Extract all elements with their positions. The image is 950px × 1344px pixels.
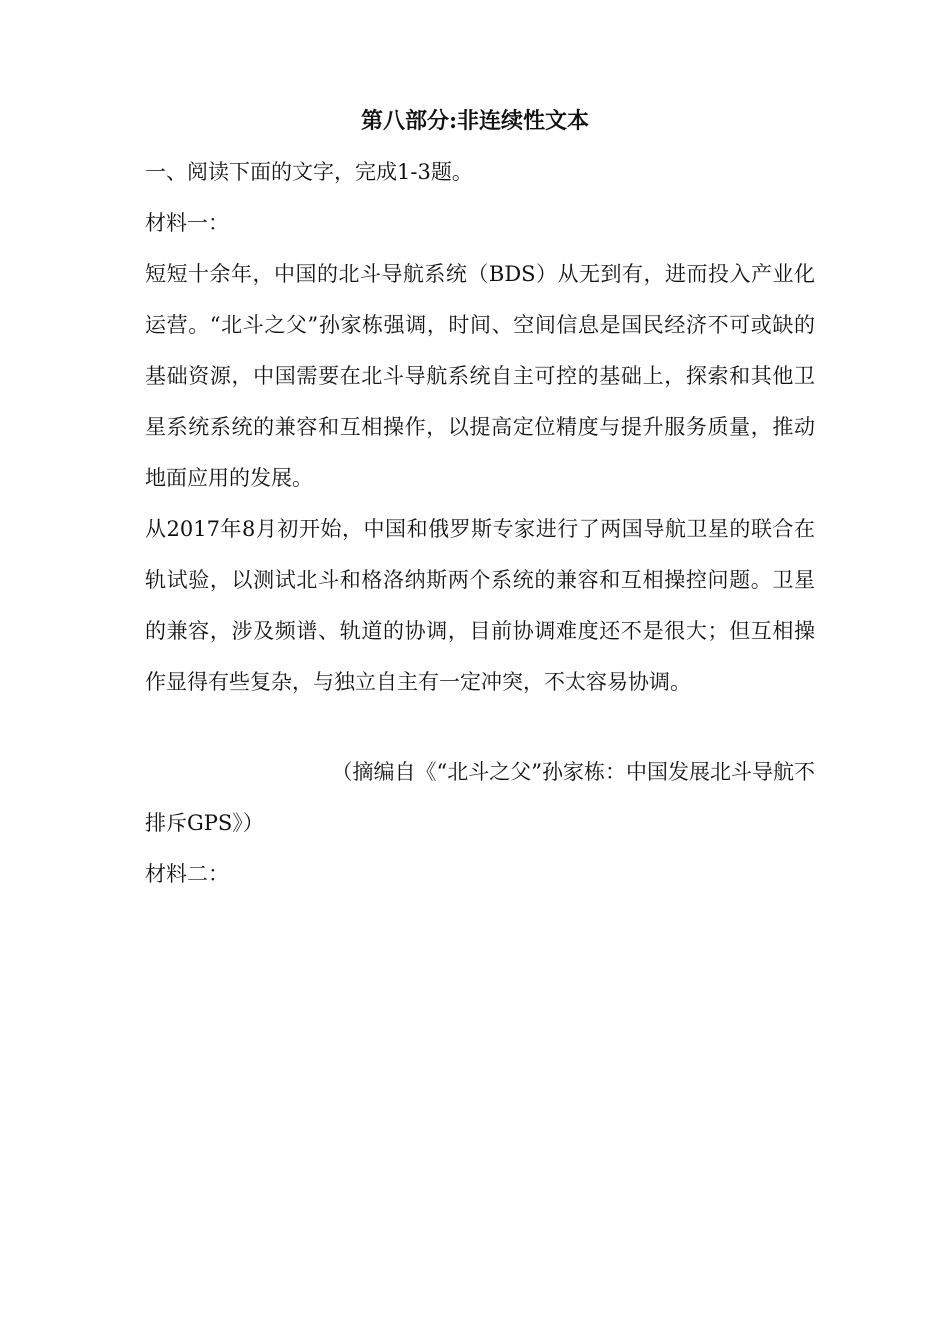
- material-1-paragraph-2: 从2017年8月初开始，中国和俄罗斯专家进行了两国导航卫星的联合在轨试验，以测试北斗和格洛纳斯两个系统的兼容和互相操控问题。卫星的兼容，涉及频谱、轨道的协调，目前协调难度还不是很大；但互相操作显得有些复杂，与独立自主有一定冲突，不太容易协调。: [145, 517, 815, 694]
- section-title: 第八部分:非连续性文本: [360, 108, 590, 134]
- material-1-label: 材料一：: [145, 211, 229, 235]
- material-1-paragraph-1: 短短十余年，中国的北斗导航系统（BDS）从无到有，进而投入产业化运营。“北斗之父”孙家栋强调，时间、空间信息是国民经济不可或缺的基础资源，中国需要在北斗导航系统自主可控的基础上，探索和其他卫星系统系统的兼容和互相操作，以提高定位精度与提升服务质量，推动地面应用的发展。: [145, 262, 815, 490]
- question-instruction: 一、阅读下面的文字，完成1-3题。: [145, 160, 473, 184]
- citation-line-2: 排斥GPS》）: [145, 811, 264, 835]
- citation-line-1: （摘编自《“北斗之父”孙家栋：中国发展北斗导航不: [331, 760, 815, 784]
- material-2-label: 材料二：: [145, 862, 229, 886]
